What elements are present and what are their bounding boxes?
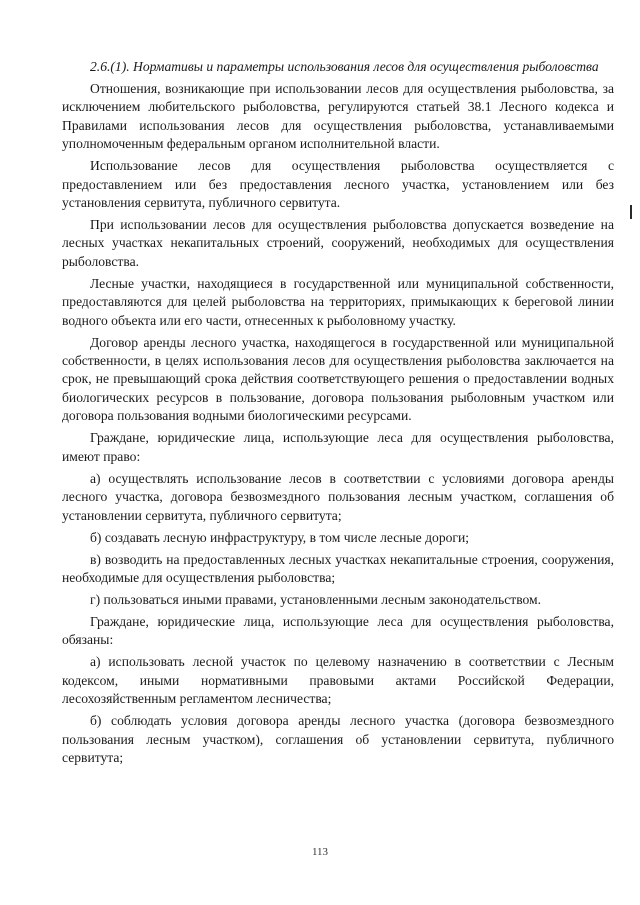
paragraph-use-with-plot: Использование лесов для осуществления рыболовства осуществляется с предоставлением или без предоставления лесного участка, установлением или без установления сервитута, публичного сервитута. — [62, 158, 614, 211]
paragraph-relations: Отношения, возникающие при использовании лесов для осуществления рыболовства, за исключением любительского рыболовства, регулируются статьей 38.1 Лесного кодекса и Правилами использования лесов для осуществления рыболовства, устанавливаемыми уполномоченным федеральным органом исполнительной власти. — [62, 81, 614, 152]
section-heading: 2.6.(1). Нормативы и параметры использования лесов для осуществления рыболовства — [90, 59, 599, 74]
page-number: 113 — [311, 846, 329, 858]
paragraph-construction: При использовании лесов для осуществления рыболовства допускается возведение на лесных участках некапитальных строений, сооружений, необходимых для осуществления рыболовства. — [62, 217, 614, 269]
paragraph-obligations-intro: Граждане, юридические лица, использующие леса для осуществления рыболовства, обязаны: — [62, 613, 614, 648]
list-item-right-b: б) создавать лесную инфраструктуру, в том числе лесные дороги; — [90, 529, 470, 545]
list-item-right-g: г) пользоваться иными правами, установленными лесным законодательством. — [90, 591, 542, 607]
paragraph-lease-agreement: Договор аренды лесного участка, находящегося в государственной или муниципальной собственности, в целях использования лесов для осуществления рыболовства заключается на срок, не превышающий срока действия соответствующего решения о предоставлении водных биологических ресурсов в пользование, договора пользования рыболовным участком или договора пользования водными биологическими ресурсами. — [62, 334, 614, 424]
list-item-obligation-a: а) использовать лесной участок по целевому назначению в соответствии с Лесным кодексом, иными нормативными правовыми актами Российской Федерации, лесохозяйственным регламентом лесничества; — [62, 654, 614, 707]
list-item-right-a: а) осуществлять использование лесов в соответствии с условиями договора аренды лесного участка, договора безвозмездного пользования лесным участком, соглашения об установлении сервитута, публичного сервитута; — [62, 470, 614, 523]
list-item-right-v: в) возводить на предоставленных лесных участках некапитальные строения, сооружения, необходимые для осуществления рыболовства; — [62, 551, 614, 585]
list-item-obligation-b: б) соблюдать условия договора аренды лесного участка (договора безвозмездного пользования лесным участком), соглашения об установлении сервитута, публичного сервитута; — [62, 713, 614, 765]
scan-edge-mark — [630, 205, 632, 219]
paragraph-rights-intro: Граждане, юридические лица, использующие леса для осуществления рыболовства, имеют право: — [62, 430, 614, 464]
paragraph-forest-plots: Лесные участки, находящиеся в государственной или муниципальной собственности, предоставляются для целей рыболовства на территориях, примыкающих к береговой линии водного объекта или его части, отнесенных к рыболовному участку. — [62, 275, 614, 328]
document-page — [62, 58, 614, 771]
